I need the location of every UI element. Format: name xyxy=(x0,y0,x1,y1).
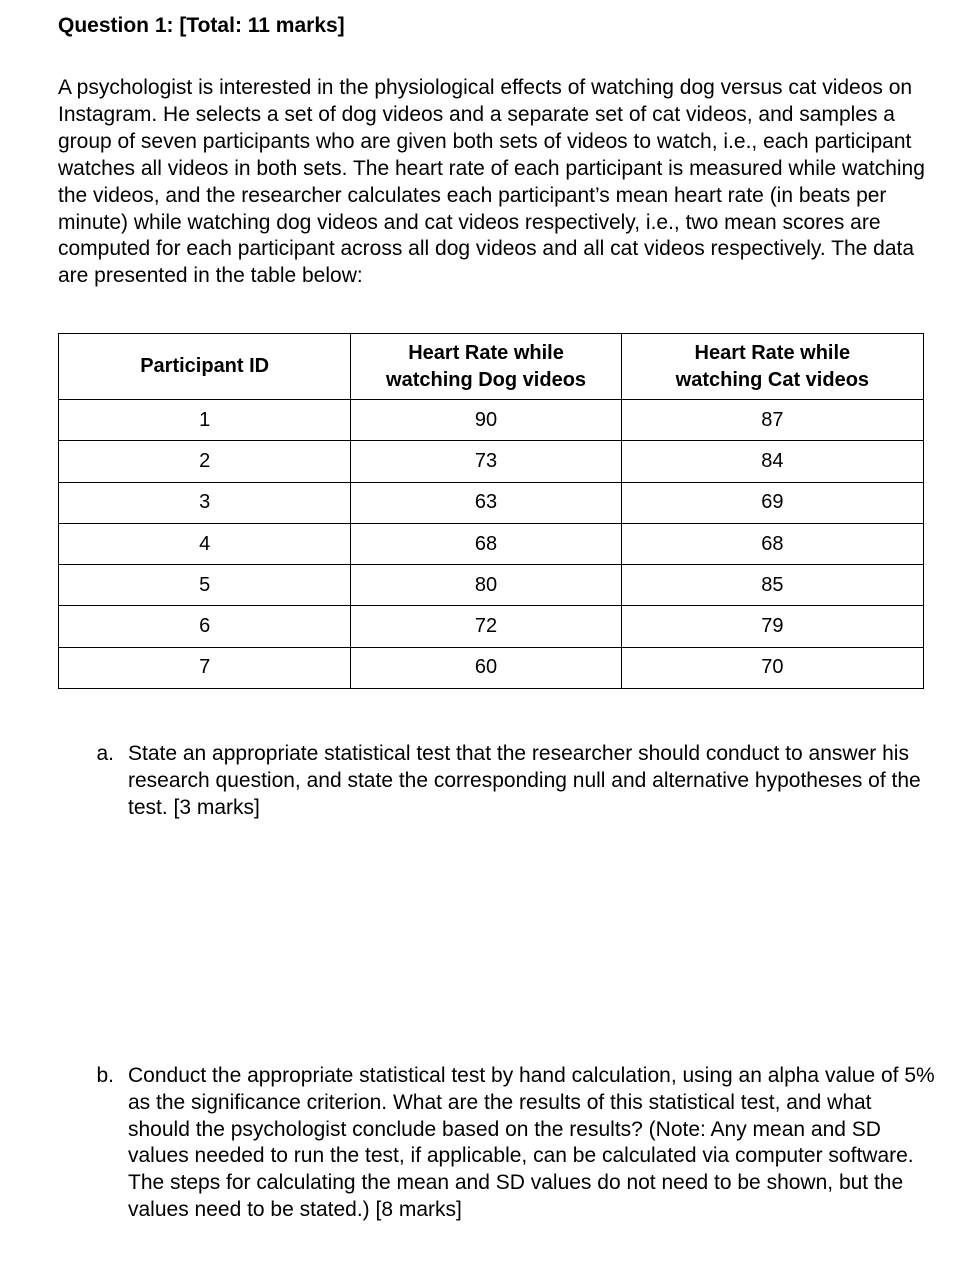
cell-dog-rate: 72 xyxy=(351,606,621,647)
cell-cat-rate: 79 xyxy=(621,606,923,647)
cell-dog-rate: 63 xyxy=(351,482,621,523)
cell-cat-rate: 70 xyxy=(621,647,923,688)
cell-dog-rate: 73 xyxy=(351,441,621,482)
cell-dog-rate: 80 xyxy=(351,565,621,606)
part-a-marker: a. xyxy=(96,742,114,765)
part-b-text: Conduct the appropriate statistical test by hand calculation, using an alpha value of 5% as the significance criterion. What are the results of this statistical test, and what should the psychologist conclude based on the results? (Note: Any mean and SD values needed to run the test, if applicable, can be calculated via computer software. The steps for calculating the mean and SD values do not need to be shown, but the values need to be stated.) [8 marks] xyxy=(128,1064,935,1221)
question-page xyxy=(58,10,938,1221)
part-a-text: State an appropriate statistical test that the researcher should conduct to answer his research question, and state the corresponding null and alternative hypotheses of the test. [3 marks] xyxy=(128,742,921,819)
cell-cat-rate: 84 xyxy=(621,441,923,482)
header-dog-heart-rate: Heart Rate while watching Dog videos xyxy=(351,334,621,400)
header-participant-id: Participant ID xyxy=(59,334,351,400)
cell-dog-rate: 60 xyxy=(351,647,621,688)
cell-participant-id: 4 xyxy=(59,523,351,564)
cell-participant-id: 2 xyxy=(59,441,351,482)
cell-cat-rate: 87 xyxy=(621,400,923,441)
question-title: Question 1: [Total: 11 marks] xyxy=(58,14,345,37)
cell-participant-id: 6 xyxy=(59,606,351,647)
cell-dog-rate: 90 xyxy=(351,400,621,441)
cell-participant-id: 3 xyxy=(59,482,351,523)
table-row xyxy=(59,523,924,564)
table-row xyxy=(59,400,924,441)
table-row xyxy=(59,441,924,482)
part-b xyxy=(58,1063,938,1224)
cell-participant-id: 1 xyxy=(59,400,351,441)
cell-dog-rate: 68 xyxy=(351,523,621,564)
table-row xyxy=(59,482,924,523)
header-cat-heart-rate: Heart Rate while watching Cat videos xyxy=(621,334,923,400)
heart-rate-table xyxy=(58,333,924,689)
question-intro: A psychologist is interested in the physiological effects of watching dog versus cat videos on Instagram. He selects a set of dog videos and a separate set of cat videos, and samples a group of seven participants who are given both sets of videos to watch, i.e., each participant watches all videos in both sets. The heart rate of each participant is measured while watching the videos, and the researcher calculates each participant’s mean heart rate (in beats per minute) while watching dog videos and cat videos respectively, i.e., two mean scores are computed for each participant across all dog videos and all cat videos respectively. The data are presented in the table below: xyxy=(58,76,925,288)
cell-participant-id: 5 xyxy=(59,565,351,606)
part-b-marker: b. xyxy=(96,1064,114,1087)
part-a xyxy=(58,741,938,821)
cell-participant-id: 7 xyxy=(59,647,351,688)
cell-cat-rate: 69 xyxy=(621,482,923,523)
cell-cat-rate: 68 xyxy=(621,523,923,564)
table-header-row xyxy=(59,334,924,400)
table-row xyxy=(59,647,924,688)
cell-cat-rate: 85 xyxy=(621,565,923,606)
table-row xyxy=(59,606,924,647)
table-row xyxy=(59,565,924,606)
